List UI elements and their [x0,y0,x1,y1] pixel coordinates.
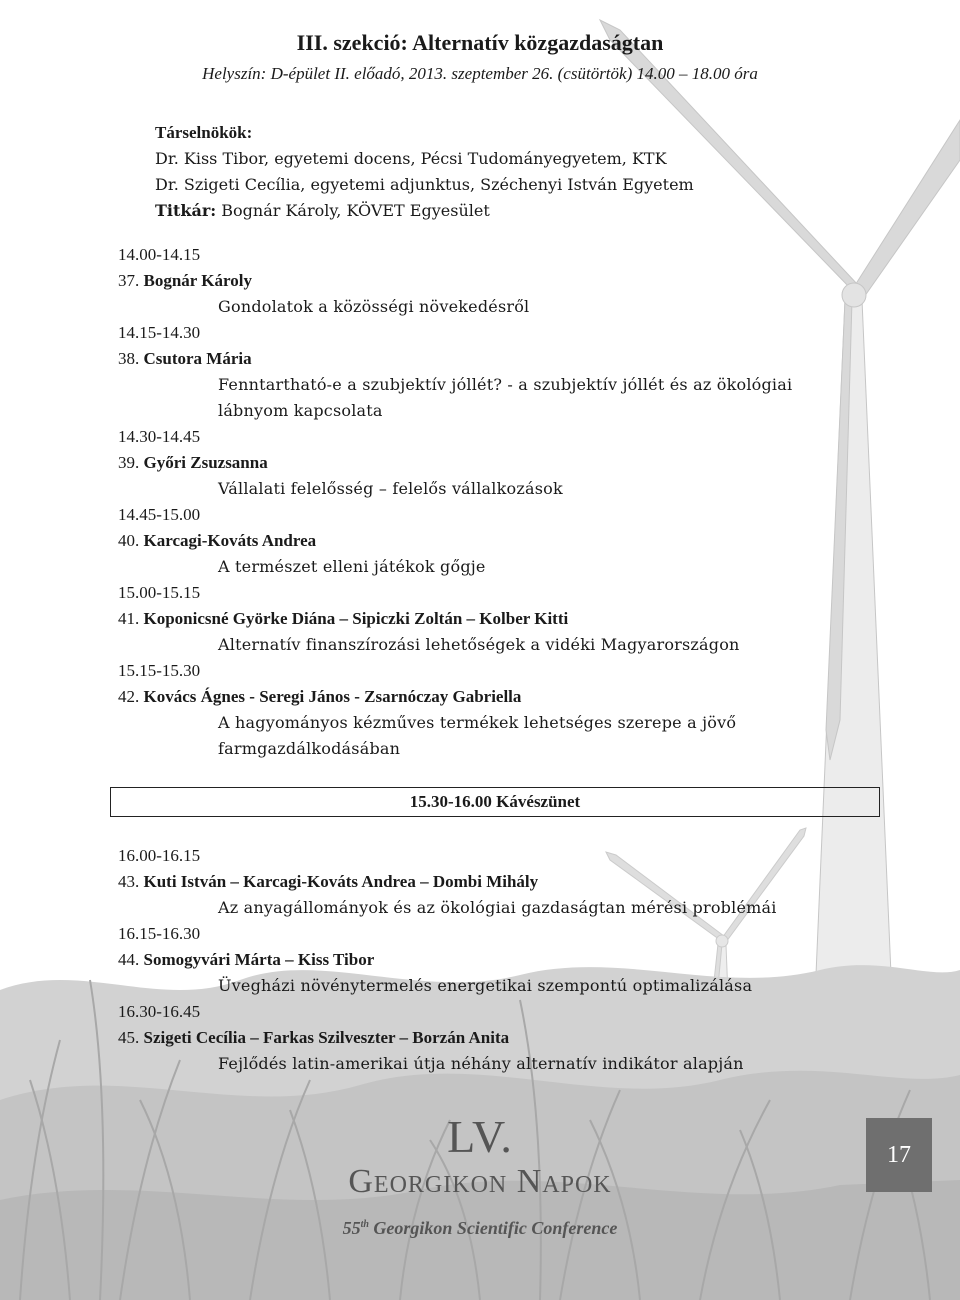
talk-item [118,424,898,502]
talk-number: 42. [118,687,140,706]
talk-author-line [118,346,898,372]
talk-title: Vállalati felelősség – felelős vállalkozások [218,479,563,498]
talk-authors: Kovács Ágnes - Seregi János - Zsarnóczay Gabriella [143,687,522,706]
talk-author-line [118,268,898,294]
talk-time: 16.15-16.30 [118,924,201,943]
talk-time: 14.30-14.45 [118,427,201,446]
talk-authors: Somogyvári Márta – Kiss Tibor [143,950,375,969]
section-title: III. szekció: Alternatív közgazdaságtan [296,30,664,55]
chair-person: Dr. Kiss Tibor, egyetemi docens, Pécsi Tudományegyetem, KTK [155,149,667,168]
talk-authors: Szigeti Cecília – Farkas Szilveszter – Borzán Anita [143,1028,510,1047]
talk-title: Üvegházi növénytermelés energetikai szempontú optimalizálása [218,976,753,995]
talk-time: 14.15-14.30 [118,323,201,342]
secretary-line [155,198,694,224]
talk-authors: Kuti István – Karcagi-Kováts Andrea – Dombi Mihály [143,872,539,891]
talk-item [118,580,898,658]
talk-list-before-break [118,242,898,762]
talk-title: farmgazdálkodásában [218,739,401,758]
conference-number: 55 [342,1218,361,1238]
talk-number: 39. [118,453,140,472]
talk-title: Az anyagállományok és az ökológiai gazdaságtan mérési problémái [218,898,777,917]
chair-person: Dr. Szigeti Cecília, egyetemi adjunktus, Széchenyi István Egyetem [155,175,694,194]
talk-item [118,921,898,999]
talk-author-line [118,947,898,973]
talk-time: 16.30-16.45 [118,1002,201,1021]
talk-title: A természet elleni játékok gőgje [218,557,486,576]
talk-title: A hagyományos kézműves termékek lehetséges szerepe a jövő [218,713,737,732]
talk-title: Gondolatok a közösségi növekedésről [218,297,530,316]
page-number: 17 [866,1118,932,1192]
talk-title: Alternatív finanszírozási lehetőségek a vidéki Magyarországon [218,635,740,654]
talk-number: 41. [118,609,140,628]
talk-authors: Koponicsné Györke Diána – Sipiczki Zoltán – Kolber Kitti [143,609,569,628]
chairs-label: Társelnökök: [155,123,253,142]
talk-authors: Bognár Károly [143,271,252,290]
conference-name: Georgikon Scientific Conference [368,1218,618,1238]
footer-conference-line [270,1218,690,1239]
talk-author-line [118,1025,898,1051]
talk-author-line [118,528,898,554]
talk-number: 37. [118,271,140,290]
talk-item [118,320,898,424]
talk-title: lábnyom kapcsolata [218,401,383,420]
venue-info: Helyszín: D-épület II. előadó, 2013. szeptember 26. (csütörtök) 14.00 – 18.00 óra [202,64,758,83]
talk-item [118,843,898,921]
footer-event-name: Georgikon Napok [348,1163,612,1200]
talk-item [118,658,898,762]
talk-list-after-break [118,843,898,1077]
talk-author-line [118,684,898,710]
conference-ordinal: th [360,1219,369,1230]
talk-number: 38. [118,349,140,368]
talk-number: 43. [118,872,140,891]
coffee-break-box: 15.30-16.00 Kávészünet [110,787,880,817]
chairs-block [155,120,694,224]
talk-item [118,502,898,580]
talk-time: 15.00-15.15 [118,583,201,602]
talk-item [118,999,898,1077]
talk-number: 45. [118,1028,140,1047]
talk-number: 40. [118,531,140,550]
talk-number: 44. [118,950,140,969]
talk-time: 16.00-16.15 [118,846,201,865]
secretary-name: Bognár Károly, KÖVET Egyesület [221,201,490,220]
talk-title: Fenntartható-e a szubjektív jóllét? - a szubjektív jóllét és az ökológiai [218,375,793,394]
secretary-label: Titkár: [155,201,217,220]
talk-time: 15.15-15.30 [118,661,201,680]
talk-item [118,242,898,320]
talk-time: 14.00-14.15 [118,245,201,264]
talk-title: Fejlődés latin-amerikai útja néhány alternatív indikátor alapján [218,1054,744,1073]
talk-authors: Győri Zsuzsanna [143,453,268,472]
footer-edition: LV. [447,1111,513,1162]
talk-time: 14.45-15.00 [118,505,201,524]
talk-author-line [118,869,898,895]
talk-author-line [118,450,898,476]
talk-author-line [118,606,898,632]
talk-authors: Karcagi-Kováts Andrea [143,531,317,550]
talk-authors: Csutora Mária [143,349,252,368]
